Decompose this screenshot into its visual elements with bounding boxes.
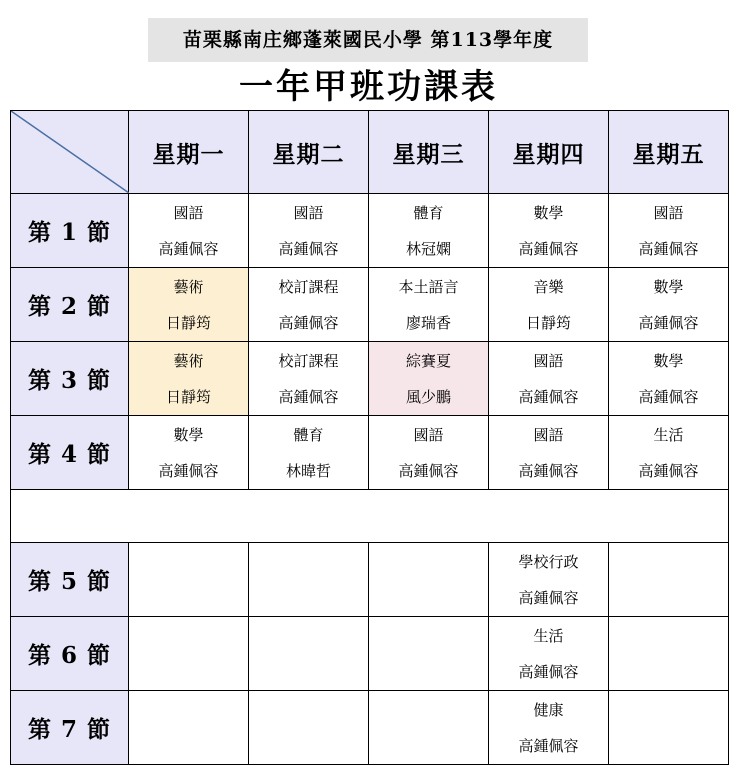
period-row [11, 342, 729, 416]
teacher-text: 高鍾佩容 [518, 588, 579, 607]
class-cell [489, 543, 609, 617]
class-cell [129, 543, 249, 617]
class-cell [609, 691, 729, 765]
class-cell [489, 342, 609, 416]
period-label: 第 7 節 [11, 691, 129, 765]
period-label: 第 6 節 [11, 617, 129, 691]
day-header-fri: 星期五 [609, 111, 729, 194]
subject-text: 國語 [173, 203, 204, 222]
subject-text: 校訂課程 [278, 351, 339, 370]
teacher-text: 高鍾佩容 [278, 239, 339, 258]
class-cell [249, 268, 369, 342]
day-header-mon: 星期一 [129, 111, 249, 194]
teacher-text: 高鍾佩容 [518, 461, 579, 480]
period-row [11, 691, 729, 765]
class-cell [609, 416, 729, 490]
period-row [11, 543, 729, 617]
break-cell [11, 490, 729, 543]
class-cell [129, 416, 249, 490]
subject-text: 國語 [653, 203, 684, 222]
period-row [11, 268, 729, 342]
teacher-text: 高鍾佩容 [158, 461, 219, 480]
period-label: 第 2 節 [11, 268, 129, 342]
lunch-break-row [11, 490, 729, 543]
class-cell [489, 691, 609, 765]
class-cell [489, 416, 609, 490]
teacher-text: 高鍾佩容 [638, 461, 699, 480]
period-label: 第 4 節 [11, 416, 129, 490]
teacher-text: 高鍾佩容 [158, 239, 219, 258]
class-cell [369, 194, 489, 268]
teacher-text: 高鍾佩容 [638, 387, 699, 406]
teacher-text: 高鍾佩容 [518, 662, 579, 681]
teacher-text: 高鍾佩容 [278, 313, 339, 332]
teacher-text: 高鍾佩容 [398, 461, 459, 480]
teacher-text: 林冠嫻 [405, 239, 451, 258]
class-cell [369, 268, 489, 342]
subject-text: 藝術 [173, 351, 204, 370]
class-cell [249, 194, 369, 268]
day-header-tue: 星期二 [249, 111, 369, 194]
class-cell [129, 268, 249, 342]
subject-text: 本土語言 [398, 277, 459, 296]
subject-text: 數學 [653, 277, 684, 296]
class-cell [369, 617, 489, 691]
class-cell [249, 543, 369, 617]
class-cell [369, 342, 489, 416]
teacher-text: 日靜筠 [165, 313, 211, 332]
subject-text: 數學 [653, 351, 684, 370]
subject-text: 國語 [533, 425, 564, 444]
subject-text: 生活 [533, 626, 564, 645]
class-cell [369, 691, 489, 765]
subject-text: 數學 [533, 203, 564, 222]
period-label: 第 3 節 [11, 342, 129, 416]
class-cell [609, 268, 729, 342]
teacher-text: 高鍾佩容 [638, 239, 699, 258]
class-cell [489, 194, 609, 268]
class-cell [489, 617, 609, 691]
teacher-text: 日靜筠 [525, 313, 571, 332]
period-label: 第 5 節 [11, 543, 129, 617]
class-cell [249, 617, 369, 691]
school-name-banner: 苗栗縣南庄鄉蓬萊國民小學 第113學年度 [148, 18, 588, 62]
teacher-text: 高鍾佩容 [518, 387, 579, 406]
class-cell [129, 194, 249, 268]
teacher-text: 日靜筠 [165, 387, 211, 406]
class-cell [129, 691, 249, 765]
class-cell [129, 617, 249, 691]
subject-text: 生活 [653, 425, 684, 444]
subject-text: 校訂課程 [278, 277, 339, 296]
subject-text: 國語 [533, 351, 564, 370]
subject-text: 體育 [413, 203, 444, 222]
class-cell [609, 617, 729, 691]
class-cell [609, 543, 729, 617]
class-cell [369, 416, 489, 490]
subject-text: 學校行政 [518, 552, 579, 571]
subject-text: 數學 [173, 425, 204, 444]
period-row [11, 416, 729, 490]
class-cell [489, 268, 609, 342]
subject-text: 國語 [293, 203, 324, 222]
class-cell [609, 194, 729, 268]
header-row [11, 111, 729, 194]
teacher-text: 高鍾佩容 [518, 239, 579, 258]
teacher-text: 高鍾佩容 [278, 387, 339, 406]
teacher-text: 高鍾佩容 [518, 736, 579, 755]
teacher-text: 廖瑞香 [405, 313, 451, 332]
subject-text: 健康 [533, 700, 564, 719]
subject-text: 音樂 [533, 277, 564, 296]
period-row [11, 194, 729, 268]
class-cell [369, 543, 489, 617]
diagonal-line [11, 111, 129, 193]
class-cell [249, 691, 369, 765]
class-cell [609, 342, 729, 416]
timetable-title: 一年甲班功課表 [239, 67, 498, 107]
teacher-text: 風少鵬 [405, 387, 451, 406]
period-row [11, 617, 729, 691]
subject-text: 體育 [293, 425, 324, 444]
teacher-text: 林暐哲 [285, 461, 331, 480]
class-cell [129, 342, 249, 416]
day-header-thu: 星期四 [489, 111, 609, 194]
teacher-text: 高鍾佩容 [638, 313, 699, 332]
period-label: 第 1 節 [11, 194, 129, 268]
subject-text: 藝術 [173, 277, 204, 296]
class-cell [249, 416, 369, 490]
day-header-wed: 星期三 [369, 111, 489, 194]
subject-text: 國語 [413, 425, 444, 444]
corner-cell [11, 111, 129, 194]
subject-text: 綜賽夏 [405, 351, 451, 370]
class-cell [249, 342, 369, 416]
timetable [10, 110, 729, 765]
